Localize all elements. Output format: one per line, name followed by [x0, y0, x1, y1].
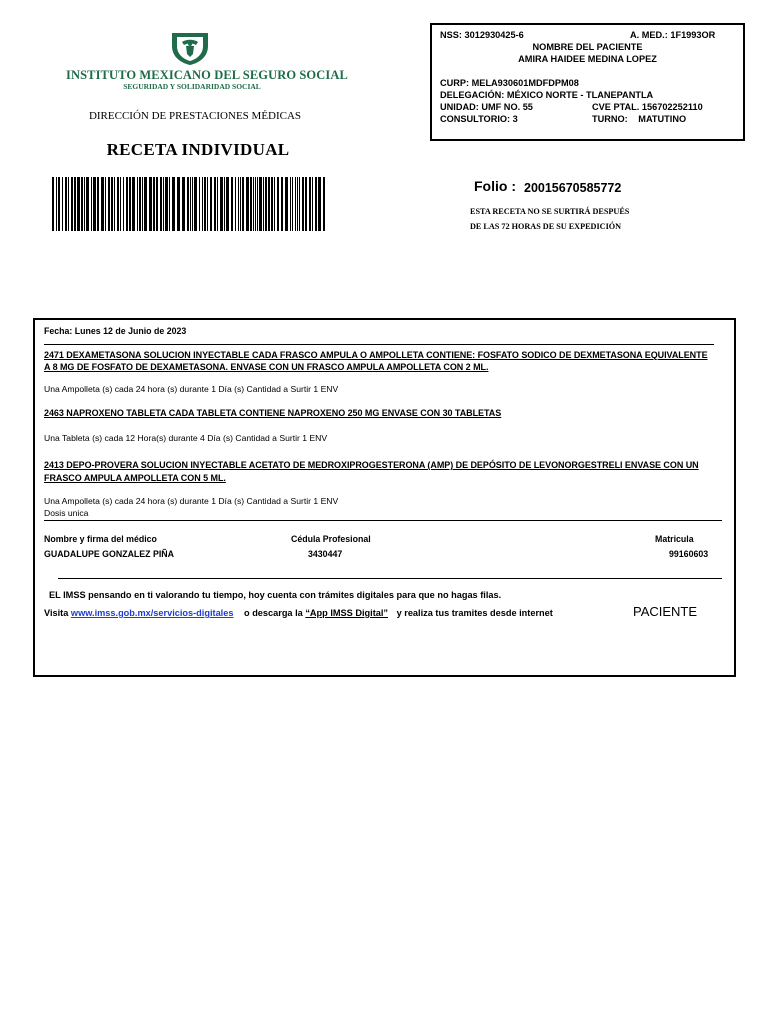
divider	[44, 520, 722, 521]
amed-value: 1F1993OR	[670, 30, 716, 40]
curp-row	[440, 77, 579, 89]
medication-3-note: Dosis unica	[44, 508, 89, 518]
medication-1-line1: 2471 DEXAMETASONA SOLUCION INYECTABLE CADA FRASCO AMPULA O AMPOLLETA CONTIENE: FOSFATO SODICO DE DEXMETASONA EQUIVALENTE	[44, 350, 708, 360]
folio-notice-line1: ESTA RECETA NO SE SURTIRÁ DESPUÉS	[470, 207, 630, 216]
patient-info-box	[430, 23, 745, 141]
prescription-date: Fecha: Lunes 12 de Junio de 2023	[44, 326, 187, 336]
doctor-label: Nombre y firma del médico	[44, 534, 157, 544]
visit-prefix: Visita	[44, 608, 69, 618]
consultorio-row	[440, 113, 518, 125]
direction-title: DIRECCIÓN DE PRESTACIONES MÉDICAS	[88, 110, 302, 122]
divider	[58, 578, 722, 579]
unidad-label: UNIDAD:	[440, 102, 479, 112]
medication-2-line1: 2463 NAPROXENO TABLETA CADA TABLETA CONTIENE NAPROXENO 250 MG ENVASE CON 30 TABLETAS	[44, 408, 502, 418]
patient-name: AMIRA HAIDEE MEDINA LOPEZ	[518, 54, 657, 64]
medication-1-dose: Una Ampolleta (s) cada 24 hora (s) durante 1 Día (s) Cantidad a Surtir 1 ENV	[44, 384, 339, 394]
institution-name: INSTITUTO MEXICANO DEL SEGURO SOCIAL	[66, 68, 348, 82]
document-title: RECETA INDIVIDUAL	[106, 140, 290, 159]
unidad-row	[440, 101, 533, 113]
folio-label: Folio :	[474, 178, 516, 194]
doctor-name: GUADALUPE GONZALEZ PIÑA	[44, 549, 174, 559]
app-suffix: y realiza tus tramites desde internet	[396, 608, 553, 618]
cve-label: CVE PTAL.	[592, 102, 640, 112]
cve-value: 156702252110	[641, 102, 703, 112]
turno-label: TURNO:	[592, 114, 628, 124]
divider	[44, 344, 714, 345]
digital-info-text: EL IMSS pensando en ti valorando tu tiempo, hoy cuenta con trámites digitales para que no hagas filas.	[49, 590, 502, 600]
medication-2-dose: Una Tableta (s) cada 12 Hora(s) durante 4 Día (s) Cantidad a Surtir 1 ENV	[44, 433, 328, 443]
amed-row	[630, 29, 715, 41]
matricula-value: 99160603	[669, 549, 709, 559]
copy-label: PACIENTE	[633, 604, 698, 619]
folio-notice-line2: DE LAS 72 HORAS DE SU EXPEDICIÓN	[470, 222, 622, 231]
consultorio-label: CONSULTORIO:	[440, 114, 511, 124]
delegacion-label: DELEGACIÓN:	[440, 90, 505, 100]
delegacion-value: MÉXICO NORTE - TLANEPANTLA	[506, 90, 654, 100]
nss-row	[440, 29, 524, 41]
imss-logo-icon	[168, 30, 212, 66]
patient-name-label: NOMBRE DEL PACIENTE	[532, 42, 643, 52]
nss-label: NSS:	[440, 30, 462, 40]
amed-label: A. MED.:	[630, 30, 668, 40]
curp-label: CURP:	[440, 78, 470, 88]
cve-row	[592, 101, 703, 113]
prescription-box	[33, 318, 736, 677]
institution-subtitle: SEGURIDAD Y SOLIDARIDAD SOCIAL	[123, 82, 261, 91]
digital-visit-row	[44, 608, 553, 618]
curp-value: MELA930601MDFDPM08	[471, 78, 579, 88]
medication-3-line2: FRASCO AMPULA AMPOLLETA CON 5 ML.	[44, 473, 226, 483]
medication-3-line1: 2413 DEPO-PROVERA SOLUCION INYECTABLE ACETATO DE MEDROXIPROGESTERONA (AMP) DE DEPÓSITO DE LEVONORGESTRELl ENVASE CON UN	[44, 460, 699, 470]
cedula-value: 3430447	[308, 549, 343, 559]
turno-row	[592, 113, 686, 125]
delegacion-row	[440, 89, 653, 101]
consultorio-value: 3	[512, 114, 518, 124]
matricula-label: Matricula	[655, 534, 694, 544]
nss-value: 3012930425-6	[464, 30, 524, 40]
medication-3-dose: Una Ampolleta (s) cada 24 hora (s) durante 1 Día (s) Cantidad a Surtir 1 ENV	[44, 496, 339, 506]
unidad-value: UMF NO. 55	[481, 102, 533, 112]
turno-value: MATUTINO	[638, 114, 687, 124]
app-name: “App IMSS Digital”	[305, 608, 389, 618]
barcode-icon	[52, 177, 326, 231]
folio-value: 20015670585772	[524, 181, 622, 195]
medication-1-line2: A 8 MG DE FOSFATO DE DEXAMETASONA. ENVASE CON UN FRASCO AMPULA AMPOLLETA CON 2 ML.	[44, 362, 489, 372]
cedula-label: Cédula Profesional	[291, 534, 371, 544]
imss-services-link[interactable]: www.imss.gob.mx/servicios-digitales	[70, 608, 234, 618]
link-suffix: o descarga la	[244, 608, 303, 618]
